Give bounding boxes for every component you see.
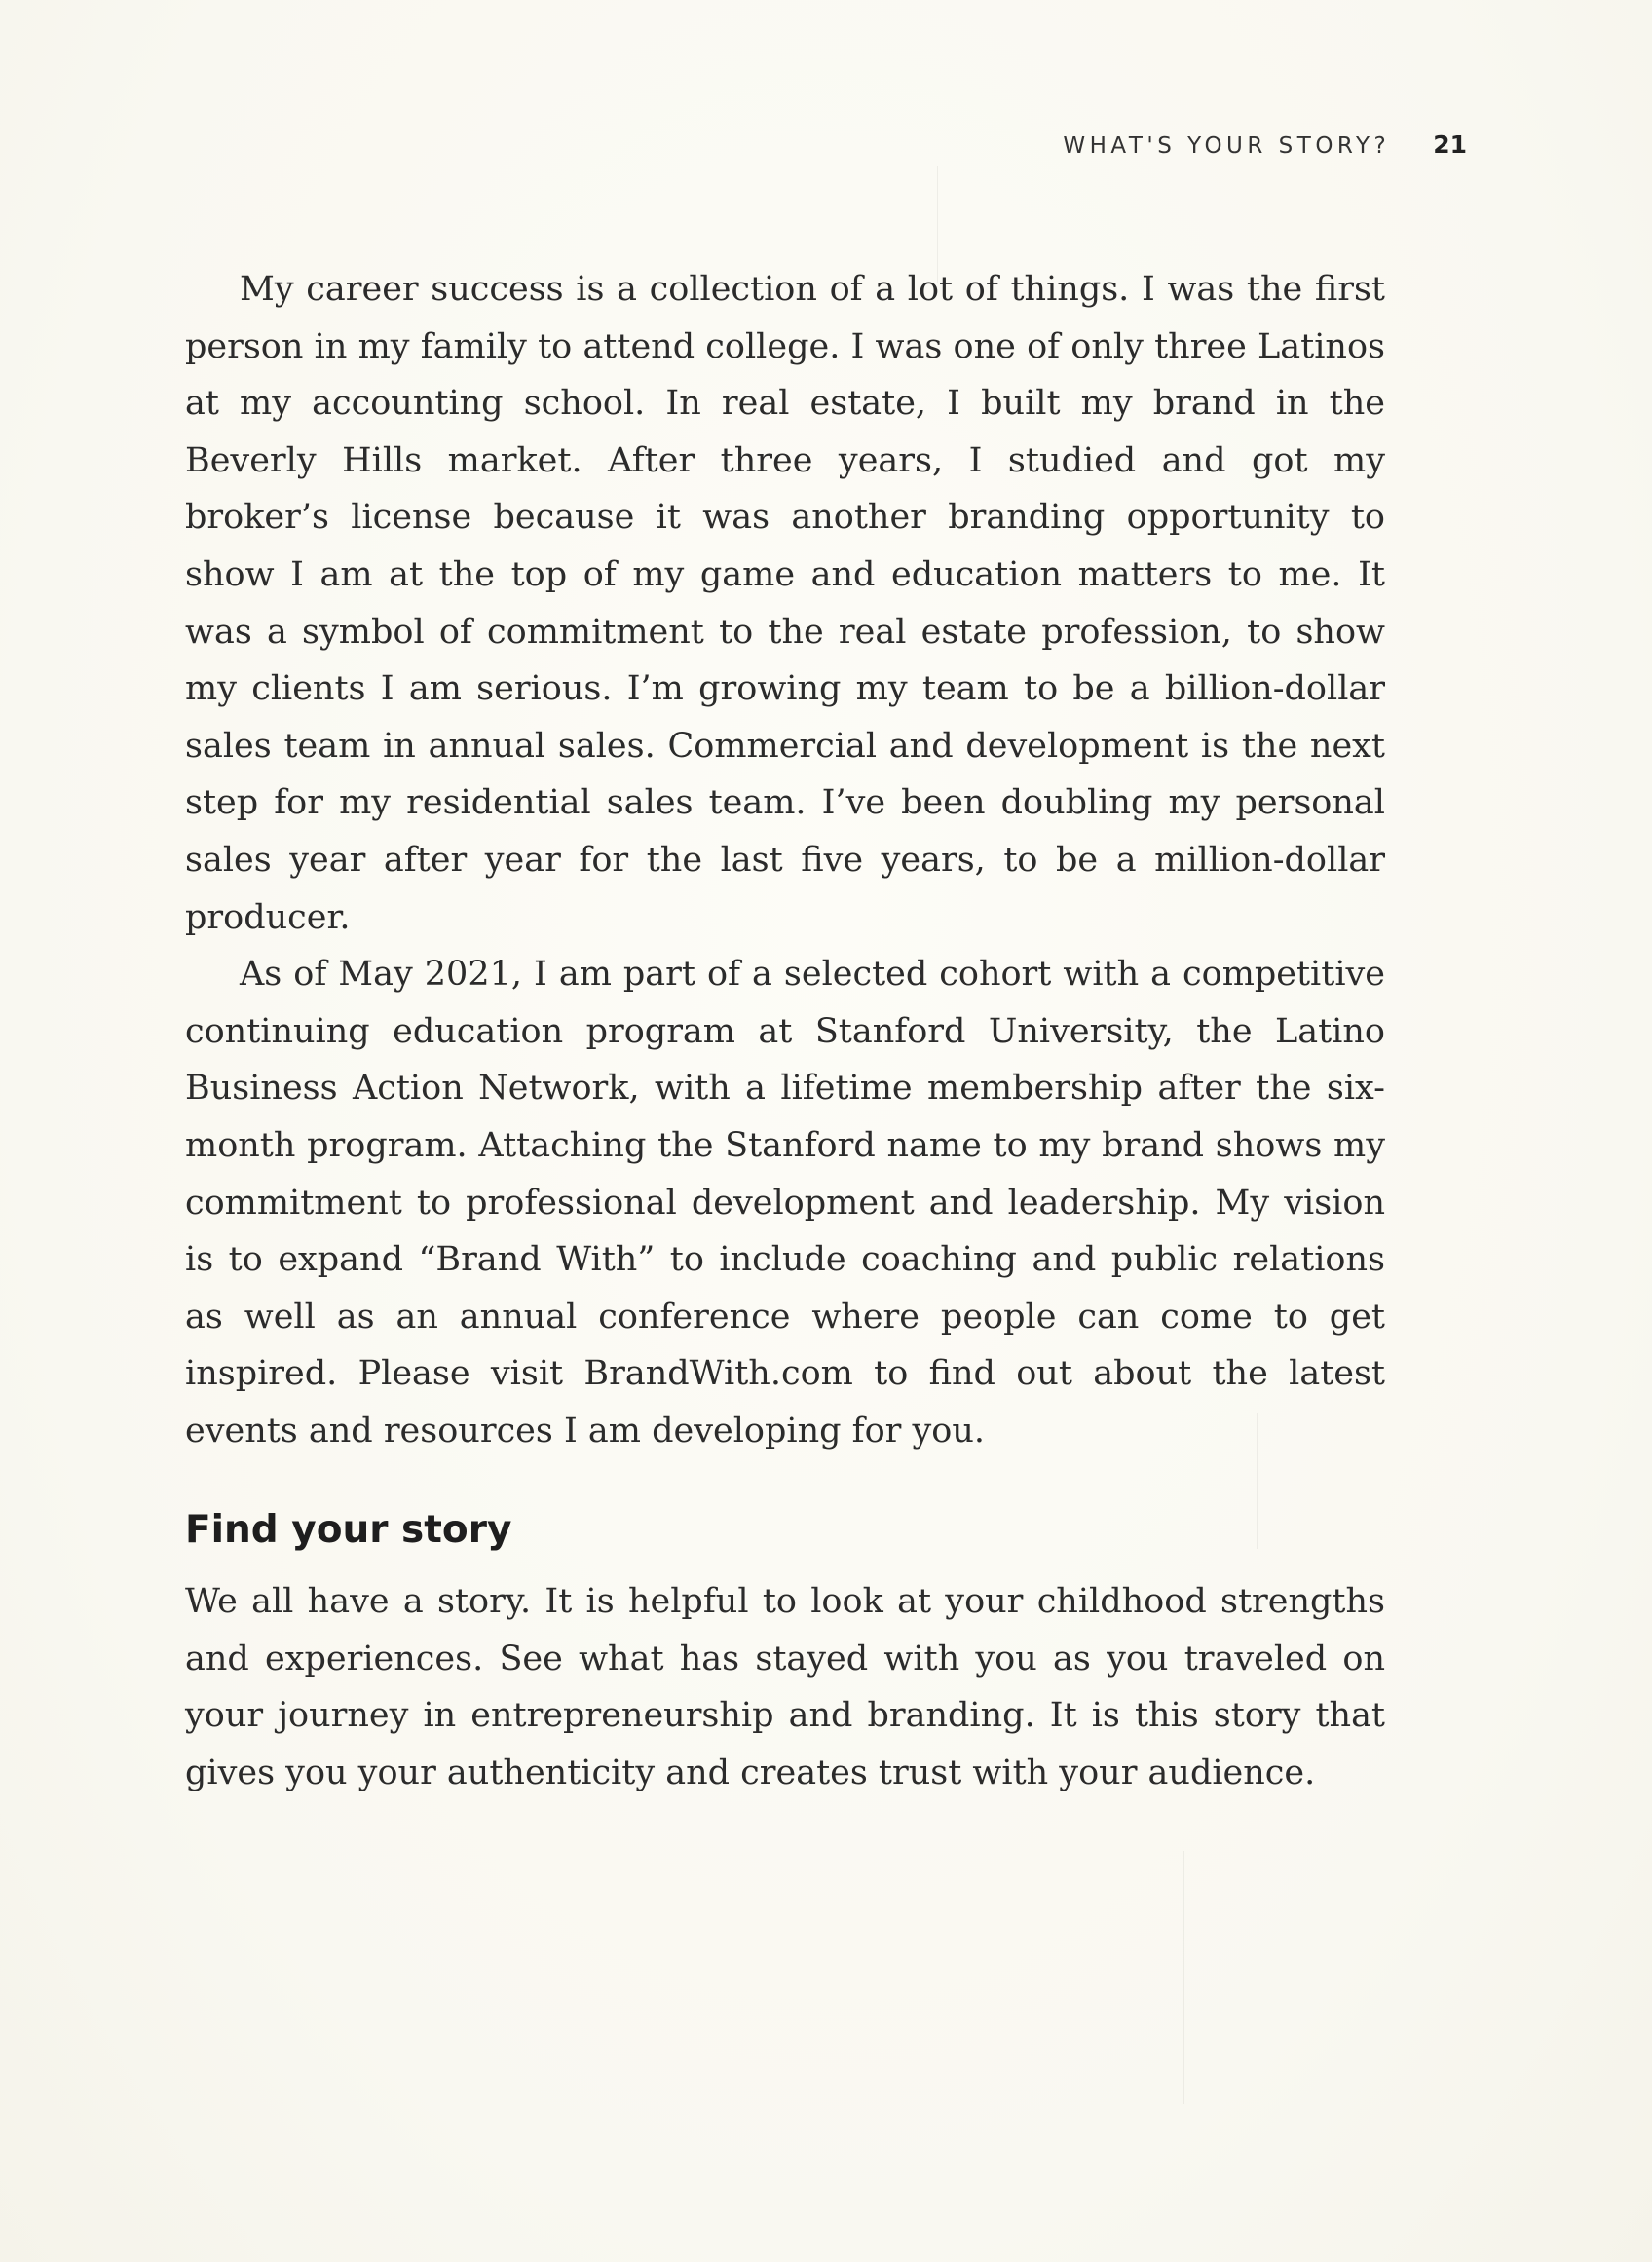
section-body	[185, 1573, 1385, 1801]
paragraph: My career success is a collection of a lot of things. I was the first person in my family to attend college. I was one of only three Latinos at my accounting school. In real estate, I built my brand in the Beverly Hills market. After three years, I studied and got my broker’s license because it was another branding opportunity to show I am at the top of my game and education matters to me. It was a symbol of commitment to the real estate profession, to show my clients I am serious. I’m growing my team to be a billion-dollar sales team in annual sales. Commercial and development is the next step for my residential sales team. I’ve been doubling my personal sales year after year for the last five years, to be a million-dollar producer.	[185, 270, 1385, 937]
paragraph: As of May 2021, I am part of a selected cohort with a competitive continuing education program at Stanford University, the Latino Business Action Network, with a lifetime membership after the six-month program. Attaching the Stanford name to my brand shows my commitment to professional development and leadership. My vision is to expand “Brand With” to include coaching and public relations as well as an annual conference where people can come to get inspired. Please visit BrandWith.com to find out about the latest events and resources I am developing for you.	[185, 955, 1385, 1451]
body-text	[185, 261, 1385, 1459]
page-number: 21	[1433, 131, 1467, 159]
section-heading: Find your story	[185, 1508, 512, 1552]
running-header	[1063, 131, 1467, 159]
scan-crease	[1183, 1851, 1184, 2104]
running-title: WHAT'S YOUR STORY?	[1063, 133, 1391, 159]
paragraph: We all have a story. It is helpful to look at your childhood strengths and experiences. See what has stayed with you as you traveled on your journey in entrepreneurship and branding. It is this story that gives you your authenticity and creates trust with your audience.	[185, 1582, 1385, 1792]
